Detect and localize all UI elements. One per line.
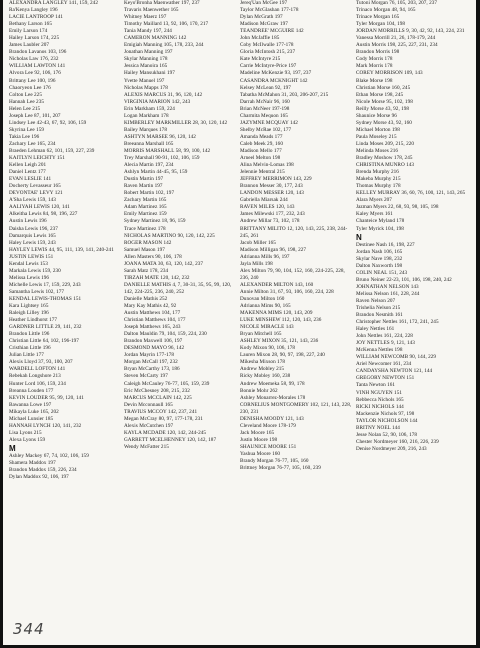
index-entry: Mikesha Mixson 178 [240, 359, 285, 366]
index-entry: McKenna Nettles 198 [356, 347, 403, 354]
index-entry: Bruno Neiner 22-23, 101, 106, 198, 240, 242 [356, 276, 452, 283]
index-entry: Arneel Melton 198 [240, 155, 281, 162]
index-entry: Andrew Millar 73, 102, 178 [240, 218, 300, 225]
index-entry: Bethany Larson 165 [9, 21, 52, 28]
index-entry: Christian Morse 160, 245 [356, 84, 411, 91]
index-entry: Michael Morton 198 [356, 126, 400, 133]
index-entry: ALEXIS MARCUS 31, 96, 120, 142 [124, 91, 203, 98]
index-entry: Haley Nettles 161 [356, 326, 395, 333]
index-entry: Alexis McCutchen 197 [124, 422, 174, 429]
index-entry: Julian Little 177 [9, 352, 44, 359]
index-entry: Dustin Martin 197 [124, 176, 164, 183]
index-entry: John Nettles 161, 224, 228 [356, 333, 413, 340]
index-entry: Dalton Mauldin 79, 104, 159, 224, 230 [124, 331, 207, 338]
index-entry: Madison McGraw 197 [240, 21, 288, 28]
index-entry: JAZYMNE MCQUAY 142 [240, 119, 298, 126]
index-entry: Jonathan Manning 197 [124, 49, 173, 56]
index-entry: Cleveland Moore 178-179 [240, 422, 296, 429]
index-entry: Adrianna Mills 96, 197 [240, 253, 290, 260]
index-letter-heading: M [9, 443, 16, 453]
index-entry: Blake Morse 198 [356, 77, 393, 84]
index-entry: WILLIAM NEWCOMB 90, 144, 229 [356, 354, 437, 361]
index-entry: Allen Masters 90, 106, 178 [124, 253, 182, 260]
index-entry: Cristhian Little 196 [9, 345, 51, 352]
index-entry: Madison Milligan 96, 198, 227 [240, 246, 307, 253]
index-entry: Chanteice Myland 178 [356, 218, 405, 225]
index-entry: ALEXANDER MILTON 143, 160 [240, 281, 314, 288]
index-entry: SHAUNICE MOORE 151 [240, 443, 297, 450]
index-entry: Bryan McCarthy 173, 186 [124, 366, 180, 373]
index-entry: Mackenzie Nichols 97, 198 [356, 410, 415, 417]
index-entry: Jessica Manoira 165 [124, 63, 168, 70]
index-entry: KENDAL LEWIS-THOMAS 151 [9, 295, 82, 302]
index-entry: Tanta Newton 161 [356, 382, 396, 389]
index-entry: Gloria McIntosh 215, 237 [240, 49, 296, 56]
index-entry: Breeanna Marshall 165 [124, 140, 174, 147]
index-entry: Tania Mandy 197, 244 [124, 28, 172, 35]
index-entry: Trey Marshall 90-91, 102, 106, 159 [124, 155, 200, 162]
index-entry: Yvette Manuel 197 [124, 77, 165, 84]
page-number: 344 [13, 620, 45, 638]
index-entry: Dylan Maddox 92, 106, 197 [9, 474, 69, 481]
index-entry: Travaris Maenwether 165 [124, 7, 179, 14]
index-entry: Hailey Mansukhani 197 [124, 70, 175, 77]
index-entry: Tutoni Morgan 76, 105, 203, 207, 237 [356, 0, 438, 6]
index-entry: Gabriella Miarsak 244 [240, 197, 288, 204]
index-entry: Emily Martinez 159 [124, 211, 167, 218]
index-entry: Steven McCarty 197 [124, 373, 168, 380]
index-entry: LANDON MESSER 120, 143 [240, 190, 304, 197]
index-entry: Alina Melvin-Lomas 198 [240, 162, 294, 169]
index-entry: Jereq'Uan McGee 197 [240, 0, 288, 6]
index-entry: Reilly Morse 43, 92, 198 [356, 105, 410, 112]
index-entry: BRITTANY MILITO 12, 120, 143, 225, 238, 244-245, 261 [240, 225, 348, 239]
index-entry: Hannah Lee 235 [9, 98, 44, 105]
index-entry: TRAVIUS MCCOY 142, 237, 241 [124, 408, 198, 415]
index-entry: Megan McCray 80, 97, 177-178, 231 [124, 415, 203, 422]
index-entry: Kate McIntyre 215 [240, 56, 281, 63]
index-entry: Timothy Maillard 13, 92, 106, 170, 217 [124, 21, 209, 28]
index-entry: Alexa Lyons 159 [9, 436, 46, 443]
index-entry: Brandon Maddox 159, 226, 234 [9, 467, 77, 474]
index-entry: James Milewski 177, 232, 243 [240, 211, 305, 218]
index-entry: Docherty Levasseur 165 [9, 183, 61, 190]
index-entry: COLIN NEAL 151, 243 [356, 269, 408, 276]
index-entry: Michelle Lewis 17, 159, 229, 243 [9, 281, 81, 288]
index-entry: CASANDRA MCKNIGHT 142 [240, 77, 308, 84]
index-entry: Caleb Meek 29, 160 [240, 140, 283, 147]
index-entry: Vanessa Morrill 21, 26, 178-179, 244 [356, 35, 436, 42]
index-entry: Jayla Mills 198 [240, 260, 273, 267]
index-entry: Morgan McCall 197, 232 [124, 359, 178, 366]
index-entry: JORDAN MORRILLS 9, 30, 42, 92, 143, 224, 231 [356, 28, 465, 35]
index-entry: James Laubler 207 [9, 42, 50, 49]
index-entry: TEANDREE' MCGUIRE 142 [240, 28, 304, 35]
index-column-3 [240, 0, 352, 472]
index-entry: Brandon Morris 198 [356, 49, 400, 56]
index-entry: DANIELLE MATHIS 4, 7, 30-31, 35, 95, 99, 120, 142, 224-225, 236, 240, 252 [124, 281, 232, 295]
index-entry: VINH NGUYEN 151 [356, 389, 402, 396]
index-entry: John McJaffie 185 [240, 35, 280, 42]
yearbook-index-page [3, 0, 476, 645]
index-entry: MORRIS MARSHALL 58, 99, 100, 142 [124, 147, 211, 154]
index-entry: Tabatha McMahon 31, 203, 206-207, 215 [240, 91, 329, 98]
index-entry: Emily Larson 174 [9, 28, 48, 35]
index-entry: Christian Matthews 104, 177 [124, 317, 186, 324]
index-entry: Annie Milton 31, 67, 93, 106, 160, 224, 228 [240, 288, 334, 295]
index-entry: Brian McNeer 197-198 [240, 105, 290, 112]
index-entry: Ricky Mobley 160, 238 [240, 373, 291, 380]
index-entry: Tyler Morgan 104, 198 [356, 21, 406, 28]
index-entry: Raven Nelson 207 [356, 297, 396, 304]
index-entry: ALEXANDRA LANGLEY 141, 159, 242 [9, 0, 98, 6]
index-entry: Melissa Nelson 161, 228, 244 [356, 290, 420, 297]
index-entry: Rebekah Longshore 213 [9, 373, 61, 380]
index-entry: Ra'Kenya Langley 196 [9, 7, 58, 14]
index-entry: WILLIAM LAWTON 141 [9, 63, 66, 70]
index-entry: Taylor McGlashan 177-178 [240, 7, 299, 14]
index-entry: KAITLYN LEICHTY 151 [9, 155, 65, 162]
index-entry: LACIE LANTROOP 141 [9, 14, 64, 21]
index-entry: DESMOND MAYO 96, 142 [124, 345, 185, 352]
index-entry: Charmita Mequon 165 [240, 112, 288, 119]
index-entry: KIMBERLEY MARKMILLER 28, 30, 120, 142 [124, 119, 228, 126]
index-entry: Daisha Lewis 196, 237 [9, 225, 58, 232]
index-entry: Jelennie Mentral 215 [240, 169, 285, 176]
index-entry: Bailey Marques 178 [124, 126, 167, 133]
index-entry: Dalton Naxworth 198 [356, 262, 403, 269]
index-entry: Wendy McFatter 215 [124, 443, 169, 450]
index-entry: Keyo'Bronha Maenwather 197, 237 [124, 0, 200, 6]
index-entry: Christian Little 64, 102, 196-197 [9, 338, 79, 345]
index-entry: Ashley Mackey 67, 74, 102, 106, 159 [9, 452, 89, 459]
index-entry: Skylar Manning 178 [124, 56, 168, 63]
index-entry: Zachary Lee 165, 234 [9, 140, 56, 147]
index-entry: Tyler Myrick 104, 198 [356, 225, 404, 232]
index-entry: ROGER MASON 142 [124, 239, 172, 246]
index-entry: Paula Moseley 215 [356, 133, 397, 140]
index-entry: Jesse Nolan 52, 90, 106, 178 [356, 431, 418, 438]
index-entry: Kody Mixon 90, 106, 178 [240, 345, 296, 352]
index-entry: Colton Lee 225 [9, 91, 42, 98]
index-column-1 [9, 0, 121, 481]
index-entry: Brandon Maxwell 106, 197 [124, 338, 183, 345]
index-entry: Adrianna Mims 90, 165 [240, 303, 291, 310]
index-entry: Kaley Myers 161 [356, 211, 393, 218]
index-entry: GARRETT MCELHENNEY 120, 142, 187 [124, 436, 217, 443]
index-entry: Brandon Little 196 [9, 331, 50, 338]
index-entry: Sarah Matz 178, 234 [124, 267, 169, 274]
index-entry: TAYLOR NICHOLSON 144 [356, 417, 418, 424]
index-entry: Nicholas Mapps 178 [124, 84, 168, 91]
index-entry: Joseph Matthews 165, 243 [124, 324, 181, 331]
index-entry: Nicole Morse 95, 102, 198 [356, 98, 413, 105]
index-entry: Mary Kay Mathis 42, 92 [124, 303, 177, 310]
index-entry: Andrew Moemeka 58, 99, 178 [240, 380, 305, 387]
index-entry: Shamera Maddox 197 [9, 460, 56, 466]
index-entry: AALIYAH LEWIS 120, 141 [9, 204, 70, 211]
index-entry: Justin Moore 198 [240, 436, 278, 443]
index-entry: MARCUS MCCLAIN 142, 225 [124, 394, 192, 401]
index-entry: Bawanna Lowe 197 [9, 401, 52, 408]
index-entry: Alvora Lee 92, 106, 176 [9, 70, 61, 77]
index-entry: Mark Morris 178 [356, 63, 393, 70]
index-entry: Trinaco Morgan 48, 94, 165 [356, 7, 416, 14]
index-entry: Alkeitha Lewis 84, 98, 196, 227 [9, 211, 78, 218]
index-entry: Bradley Moshow 178, 245 [356, 155, 413, 162]
index-entry: Austin Matthews 104, 177 [124, 310, 181, 317]
index-entry: Amanda Meads 177 [240, 133, 283, 140]
index-entry: Breanna Louden 177 [9, 387, 54, 394]
index-entry: Ariel Newcomer 161, 234 [356, 361, 412, 368]
index-entry: LUKE MINSHEW 112, 120, 143, 236 [240, 317, 322, 324]
index-entry: Chester Nordmeyer 160, 216, 226, 239 [356, 438, 439, 445]
index-column-2 [124, 0, 236, 451]
index-entry: Dunovan Milton 160 [240, 295, 285, 302]
index-entry: Emigiah Manning 105, 178, 233, 244 [124, 42, 204, 49]
index-entry: JEFFREY MERRIMON 143, 229 [240, 176, 312, 183]
index-entry: GREGORY NEWTON 151 [356, 375, 415, 382]
index-entry: CHRISTINA MUNRO 143 [356, 162, 415, 169]
index-entry: NICHOLAS MARTINO 90, 120, 142, 225 [124, 232, 215, 239]
index-entry: CANDAYSHA NEWTON 121, 144 [356, 368, 433, 375]
index-entry: Trace Martinez 178 [124, 225, 166, 232]
index-entry: Michael Lunsier 185 [9, 415, 54, 422]
index-entry: Brannon Messer 30, 177, 243 [240, 183, 303, 190]
index-entry: Brittany Lee 100, 196 [9, 77, 56, 84]
index-entry: Sydney Martinez 18, 96, 159 [124, 218, 186, 225]
index-entry: BRITNY NOEL 144 [356, 424, 400, 431]
index-entry: Helen Lee 215 [9, 105, 41, 112]
index-entry: JOANA MATA 30, 63, 120, 142, 237 [124, 260, 203, 267]
index-entry: Chaoryeon Lee 176 [9, 84, 51, 91]
index-entry: Caleigh McCauley 76-77, 105, 159, 239 [124, 380, 210, 387]
index-entry: Eric McChesney 208, 215, 232 [124, 387, 190, 394]
index-entry: Madeline McKenzie 93, 197, 237 [240, 70, 312, 77]
index-entry: Devin Mcconnaull 165 [124, 401, 173, 408]
index-entry: Erin Markham 159, 224 [124, 105, 175, 112]
index-entry: VIRGINIA MARION 142, 243 [124, 98, 191, 105]
index-entry: Thomas Murphy 178 [356, 183, 401, 190]
index-entry: Damarquis Lewis 165 [9, 232, 56, 239]
index-entry: Joseph Lee 87, 101, 207 [9, 112, 61, 119]
index-entry: Whitney Maerz 197 [124, 14, 167, 21]
index-entry: Jazman Myers 22, 68, 93, 98, 105, 198 [356, 204, 439, 211]
index-entry: Makeba Murphy 215 [356, 176, 401, 183]
index-entry: Daniel Lentz 177 [9, 169, 46, 176]
index-entry: Bryan Mitchell 165 [240, 331, 282, 338]
index-entry: Jordan Mayrin 177-178 [124, 352, 175, 359]
index-column-4 [356, 0, 468, 453]
index-entry: Ashlyn Martin 44-45, 95, 159 [124, 169, 188, 176]
index-entry: Brittney Morgan 76-77, 105, 160, 239 [240, 465, 321, 472]
index-entry: Brandon Nesmith 161 [356, 312, 403, 319]
index-entry: Takia Lee 196 [9, 133, 40, 140]
index-entry: Kelsey McLean 92, 197 [240, 84, 291, 91]
index-entry: MAKENNA MIMS 120, 143, 209 [240, 310, 313, 317]
index-entry: Austin Morris 198, 225, 227, 231, 234 [356, 42, 438, 49]
index-entry: Haley Lewis 159, 243 [9, 239, 56, 246]
index-entry: Carrie McIntyre-Price 197 [240, 63, 297, 70]
index-entry: RAVEN MILES 120, 143 [240, 204, 295, 211]
index-entry: Logan Markham 178 [124, 112, 169, 119]
index-entry: Coby McIlwalle 177-178 [240, 42, 294, 49]
index-entry: Dylan McGrath 197 [240, 14, 283, 21]
index-entry: JUSTIN LEWIS 151 [9, 253, 54, 260]
index-entry: Samantha Lewis 102, 177 [9, 288, 65, 295]
index-entry: Christopher Nettles 161, 172, 241, 245 [356, 319, 439, 326]
index-entry: Kendal Lewis 153 [9, 260, 48, 267]
index-entry: Skylar Nave 198, 232 [356, 255, 403, 262]
index-entry: Heather Lindhorst 177 [9, 317, 58, 324]
index-entry: Samuel Mason 197 [124, 246, 165, 253]
index-entry: Skyrina Lee 159 [9, 126, 45, 133]
index-entry: Adam Martinez 165 [124, 204, 167, 211]
index-entry: Austin Lewis 196 [9, 218, 47, 225]
index-entry: Linda Moses 209, 215, 220 [356, 140, 415, 147]
index-entry: Lindsey Lee 42-43, 67, 92, 106, 159 [9, 119, 87, 126]
index-entry: Brenda Murphy 216 [356, 169, 399, 176]
index-entry: Trishelia Nelson 215 [356, 304, 401, 311]
index-entry: ASHLEY MIXON 35, 121, 143, 236 [240, 338, 319, 345]
index-entry: Alecia Martin 197, 234 [124, 162, 174, 169]
index-entry: Yashua Moore 160 [240, 451, 281, 457]
index-entry: Jack Moore 165 [240, 429, 275, 436]
index-entry: Nicholas Law 176, 232 [9, 56, 59, 63]
index-entry: Danielle Mathis 252 [124, 295, 168, 302]
index-entry: Melinda Moses 216 [356, 147, 399, 154]
index-entry: Brandy Morgan 76-77, 105, 160 [240, 458, 309, 465]
index-entry: Ethan Morse 198, 245 [356, 91, 404, 98]
index-entry: ASHTYN MARSEE 96, 120, 142 [124, 133, 196, 140]
index-columns [9, 0, 471, 618]
index-entry: TIRZAH MATE 120, 142, 232 [124, 274, 190, 281]
index-entry: JOY NETTLES 9, 121, 143 [356, 340, 415, 347]
index-entry: Robert Martin 102, 197 [124, 190, 175, 197]
index-entry: Alara Myers 207 [356, 197, 392, 204]
index-entry: Alex Milton 79, 90, 104, 152, 160, 224-225, 228, 236, 240 [240, 267, 345, 281]
index-entry: Alexis Lloyd 37, 93, 100, 207 [9, 359, 73, 366]
index-entry: EVAN LESLIE 141 [9, 176, 52, 183]
index-entry: Braeden Lehman 62, 101, 159, 227, 239 [9, 147, 95, 154]
index-entry: CAMERON MANNING 142 [124, 35, 187, 42]
index-entry: Markala Lewis 159, 230 [9, 267, 61, 274]
index-entry: Jacob Miller 165 [240, 239, 276, 246]
index-entry: KELLEY MURRAY 36, 60, 76, 100, 121, 143, 265 [356, 190, 466, 197]
index-entry: HAYLEY LEWIS 44, 95, 111, 139, 141, 240-241 [9, 246, 114, 253]
index-entry: Destinee Nash 16, 198, 227 [356, 241, 415, 248]
index-entry: Brandon Lavanos 103, 196 [9, 49, 67, 56]
index-entry: HANNAH LYNCH 120, 141, 232 [9, 422, 82, 429]
index-entry: Sydney Morse 43, 92, 160 [356, 119, 412, 126]
index-entry: Lauren Mixon 28, 90, 97, 198, 227, 240 [240, 352, 325, 359]
index-entry: A'Sha Lewis 159, 143 [9, 197, 56, 204]
index-entry: Lisa Lyons 215 [9, 429, 42, 436]
index-entry: CORNELIUS MONTGOMERY 102, 121, 143, 228, 230, 231 [240, 401, 352, 415]
index-entry: Bonnie Mohr 262 [240, 387, 278, 394]
index-entry: Raleigh Lilley 196 [9, 310, 49, 317]
index-entry: Zachary Martin 165 [124, 197, 167, 204]
index-entry: DENISHA MOODY 121, 143 [240, 415, 304, 422]
index-entry: NICOLE MIRACLE 143 [240, 324, 294, 331]
index-entry: KEVIN LOUDER 95, 99, 120, 141 [9, 394, 84, 401]
index-entry: Kellen Leigh 201 [9, 162, 47, 169]
index-entry: KAYLA MCDADE 120, 142, 244-245 [124, 429, 207, 436]
index-entry: RICKI NICHOLS 144 [356, 403, 404, 410]
index-entry: Darrah McNair 96, 160 [240, 98, 290, 105]
index-entry: Trinace Morgan 165 [356, 14, 400, 21]
index-entry: Raven Martin 197 [124, 183, 163, 190]
index-letter-heading: N [356, 232, 362, 242]
index-entry: Denise Nordmeyer 209, 216, 243 [356, 445, 427, 452]
index-entry: Cody Morris 178 [356, 56, 393, 63]
index-entry: Andrew Mobley 215 [240, 366, 285, 373]
index-entry: JOHNATHAN NELSON 143 [356, 283, 419, 290]
index-entry: Rebbecca Nichols 165 [356, 396, 404, 403]
index-entry: Ashley Monarrez-Morales 178 [240, 394, 306, 401]
index-entry: Shelby McRae 102, 177 [240, 126, 292, 133]
index-entry: Hunter Lord 106, 159, 234 [9, 380, 66, 387]
index-entry: Hailey Larson 174, 225 [9, 35, 60, 42]
index-entry: Melissa Lewis 196 [9, 274, 50, 281]
index-entry: Mikayla Luke 165, 202 [9, 408, 59, 415]
index-entry: Jordan Nash 106, 165 [356, 248, 403, 255]
index-entry: Madison Mello 177 [240, 147, 282, 154]
index-entry: GARDNER LITTLE 29, 141, 232 [9, 324, 82, 331]
index-entry: Kara Lightsey 165 [9, 303, 49, 310]
index-entry: COREY MORRISON 109, 143 [356, 70, 423, 77]
index-entry: WARDELL LOFTON 141 [9, 366, 66, 373]
index-entry: Shaunice Morse 96 [356, 112, 397, 119]
index-entry: DEVONTAE' LEVY 121 [9, 190, 63, 197]
